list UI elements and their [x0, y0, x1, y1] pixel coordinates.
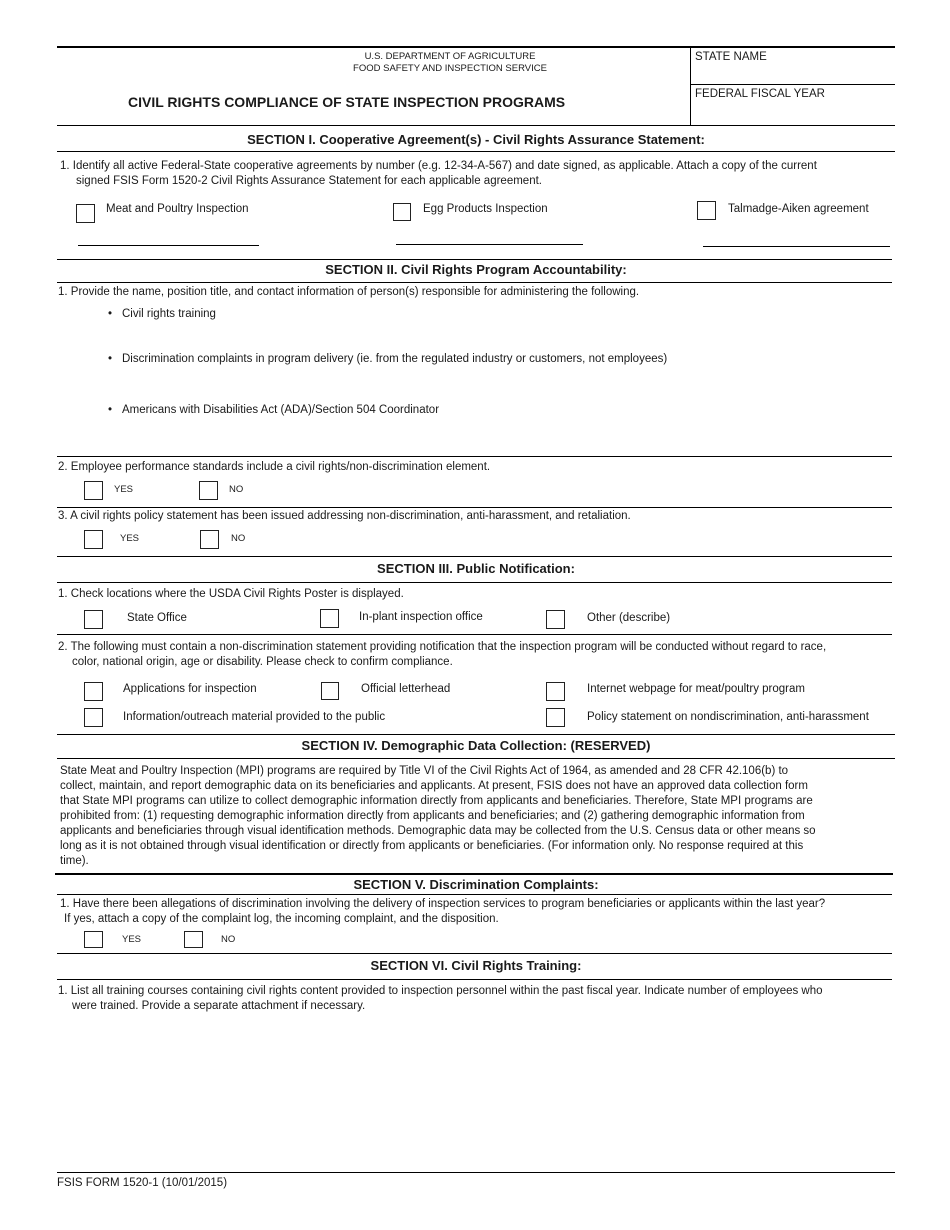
- complaints-yes-label: YES: [122, 934, 142, 945]
- talmadge-aiken-label: Talmadge-Aiken agreement: [728, 203, 869, 215]
- applications-checkbox[interactable]: [84, 682, 103, 701]
- egg-products-agreement-line[interactable]: [396, 244, 583, 245]
- state-office-label: State Office: [127, 612, 187, 624]
- section-4-rule: [57, 758, 895, 759]
- discrimination-complaints-field[interactable]: [122, 369, 882, 401]
- section-6-rule: [57, 979, 892, 980]
- talmadge-aiken-agreement-line[interactable]: [703, 246, 890, 247]
- q2-yes-checkbox[interactable]: [84, 481, 103, 500]
- egg-products-checkbox[interactable]: [393, 203, 411, 221]
- q3-no-label: NO: [231, 533, 246, 544]
- fiscal-year-field[interactable]: [691, 101, 894, 123]
- policy-statement-checkbox[interactable]: [546, 708, 565, 727]
- agency-line-2: FOOD SAFETY AND INSPECTION SERVICE: [353, 63, 547, 74]
- section-3-top-rule: [57, 556, 892, 557]
- bullet-discrimination-complaints-text: Discrimination complaints in program delivery (ie. from the regulated industry or customers, not employees): [122, 353, 668, 365]
- section-2-question-3: 3. A civil rights policy statement has been issued addressing non-discrimination, anti-harassment, and retaliation.: [58, 510, 631, 522]
- section-5-top-rule: [55, 873, 893, 875]
- fiscal-year-label: FEDERAL FISCAL YEAR: [695, 88, 825, 100]
- letterhead-checkbox[interactable]: [321, 682, 339, 700]
- complaints-no-label: NO: [221, 934, 236, 945]
- form-title: CIVIL RIGHTS COMPLIANCE OF STATE INSPECTION PROGRAMS: [128, 94, 566, 110]
- section-2-rule: [57, 282, 892, 283]
- section-5-question-1-line-2: If yes, attach a copy of the complaint log, the incoming complaint, and the disposition.: [64, 913, 499, 925]
- civil-rights-training-field[interactable]: [122, 324, 882, 350]
- webpage-checkbox[interactable]: [546, 682, 565, 701]
- egg-products-label: Egg Products Inspection: [423, 203, 548, 215]
- state-office-checkbox[interactable]: [84, 610, 103, 629]
- section-4-line-7: time).: [60, 855, 89, 867]
- header-bottom-rule: [57, 125, 895, 126]
- bullet-dot: •: [108, 308, 113, 320]
- section-3-question-2-line-1: 2. The following must contain a non-discrimination statement providing notification that the inspection program will be conducted without regard to race,: [58, 641, 827, 653]
- training-courses-field[interactable]: [58, 1018, 892, 1166]
- section-1-question-1-line-1: 1. Identify all active Federal-State cooperative agreements by number (e.g. 12-34-A-567) and date signed, as applicable. Attach a copy of the current: [60, 160, 817, 172]
- section-4-line-4: prohibited from: (1) requesting demographic information directly from applicants and beneficiaries; and (2) gathering demographic information from: [60, 810, 805, 822]
- inplant-office-checkbox[interactable]: [320, 609, 339, 628]
- q2-no-checkbox[interactable]: [199, 481, 218, 500]
- section-5-rule: [57, 894, 892, 895]
- talmadge-aiken-checkbox[interactable]: [697, 201, 716, 220]
- section-3-title: SECTION III. Public Notification:: [377, 561, 575, 576]
- section-1-rule: [57, 151, 895, 152]
- letterhead-label: Official letterhead: [361, 683, 451, 695]
- section-4-title: SECTION IV. Demographic Data Collection: (RESERVED): [301, 738, 651, 753]
- section-2-question-1: 1. Provide the name, position title, and contact information of person(s) responsible for administering the following.: [58, 286, 640, 298]
- section-3-q2-rule: [57, 634, 892, 635]
- section-2-q2-rule: [57, 456, 892, 457]
- section-4-top-rule: [57, 734, 895, 735]
- complaints-no-checkbox[interactable]: [184, 931, 203, 948]
- section-2-title: SECTION II. Civil Rights Program Accountability:: [325, 262, 627, 277]
- q3-yes-checkbox[interactable]: [84, 530, 103, 549]
- section-2-question-2: 2. Employee performance standards include a civil rights/non-discrimination element.: [58, 461, 491, 473]
- other-location-label: Other (describe): [587, 612, 671, 624]
- section-6-question-1-line-1: 1. List all training courses containing civil rights content provided to inspection personnel within the past fiscal year. Indicate number of employees who: [58, 985, 823, 997]
- q2-yes-label: YES: [114, 484, 134, 495]
- bullet-dot: •: [108, 353, 113, 365]
- section-5-title: SECTION V. Discrimination Complaints:: [353, 877, 599, 892]
- section-4-line-3: that State MPI programs can utilize to collect demographic information directly from applicants and beneficiaries. Therefore, State MPI programs are: [60, 795, 813, 807]
- section-1-question-1-line-2: signed FSIS Form 1520-2 Civil Rights Assurance Statement for each applicable agreement.: [76, 175, 542, 187]
- section-3-question-1: 1. Check locations where the USDA Civil Rights Poster is displayed.: [58, 588, 404, 600]
- state-name-field[interactable]: [691, 64, 894, 83]
- meat-poultry-agreement-line[interactable]: [78, 245, 259, 246]
- section-2-top-rule: [57, 259, 892, 260]
- state-name-label: STATE NAME: [695, 51, 767, 63]
- section-3-question-2-line-2: color, national origin, age or disability. Please check to confirm compliance.: [72, 656, 453, 668]
- section-6-top-rule: [57, 953, 892, 954]
- q3-no-checkbox[interactable]: [200, 530, 219, 549]
- agency-line-1: U.S. DEPARTMENT OF AGRICULTURE: [364, 51, 536, 62]
- section-6-title: SECTION VI. Civil Rights Training:: [370, 958, 582, 973]
- complaints-yes-checkbox[interactable]: [84, 931, 103, 948]
- other-location-checkbox[interactable]: [546, 610, 565, 629]
- section-4-line-6: long as it is not obtained through visual identification or directly from applicants or beneficiaries. (For information only. No response required at this: [60, 840, 804, 852]
- header-field-divider: [690, 84, 895, 85]
- webpage-label: Internet webpage for meat/poultry program: [587, 683, 805, 695]
- form-id: FSIS FORM 1520-1 (10/01/2015): [57, 1177, 228, 1189]
- outreach-checkbox[interactable]: [84, 708, 103, 727]
- section-4-line-2: collect, maintain, and report demographic data on its beneficiaries and applicants. At present, FSIS does not have an approved data collection form: [60, 780, 808, 792]
- section-4-line-5: applicants and beneficiaries through visual identification methods. Demographic data may be collected from the U.S. Census data or other means so: [60, 825, 816, 837]
- policy-statement-label: Policy statement on nondiscrimination, anti-harassment: [587, 711, 869, 723]
- q2-no-label: NO: [229, 484, 244, 495]
- bullet-civil-rights-training-text: Civil rights training: [122, 308, 216, 320]
- ada-coordinator-field[interactable]: [122, 420, 882, 452]
- section-4-line-1: State Meat and Poultry Inspection (MPI) programs are required by Title VI of the Civil Rights Act of 1964, as amended and 28 CFR 42.106(b) to: [60, 765, 789, 777]
- outreach-label: Information/outreach material provided to the public: [123, 711, 386, 723]
- bullet-dot: •: [108, 404, 113, 416]
- section-2-q3-rule: [57, 507, 892, 508]
- inplant-office-label: In-plant inspection office: [359, 611, 483, 623]
- footer-rule: [57, 1172, 895, 1173]
- applications-label: Applications for inspection: [123, 683, 257, 695]
- meat-poultry-label: Meat and Poultry Inspection: [106, 203, 249, 215]
- q3-yes-label: YES: [120, 533, 140, 544]
- section-5-question-1-line-1: 1. Have there been allegations of discrimination involving the delivery of inspection services to program beneficiaries or applicants within the last year?: [60, 898, 826, 910]
- bullet-ada-coordinator-text: Americans with Disabilities Act (ADA)/Section 504 Coordinator: [122, 404, 440, 416]
- top-rule: [57, 46, 895, 48]
- section-3-rule: [57, 582, 892, 583]
- section-1-title: SECTION I. Cooperative Agreement(s) - Civil Rights Assurance Statement:: [247, 132, 705, 147]
- meat-poultry-checkbox[interactable]: [76, 204, 95, 223]
- section-6-question-1-line-2: were trained. Provide a separate attachment if necessary.: [72, 1000, 366, 1012]
